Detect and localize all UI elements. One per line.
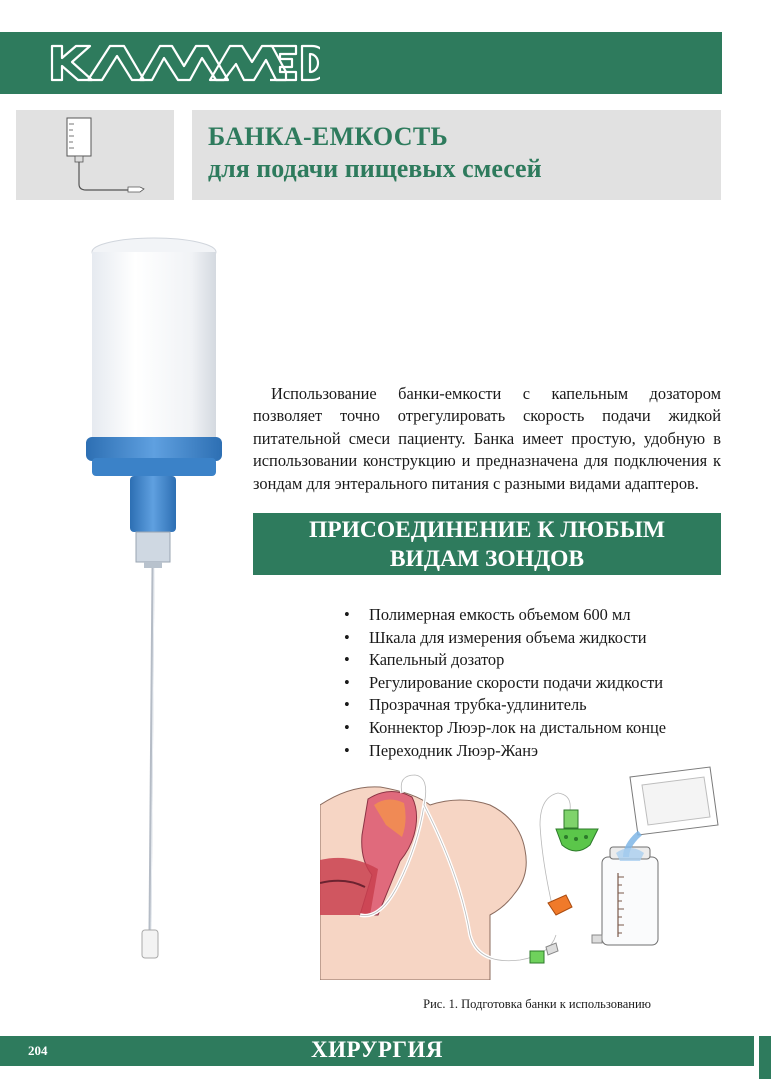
list-item: • Полимерная емкость объемом 600 мл bbox=[344, 604, 666, 627]
feature-list bbox=[344, 604, 666, 762]
list-item: • Капельный дозатор bbox=[344, 649, 666, 672]
bullet: • bbox=[344, 605, 350, 624]
bullet: • bbox=[344, 717, 350, 737]
bullet: • bbox=[344, 627, 350, 647]
list-item: • Шкала для измерения объема жидкости bbox=[344, 627, 666, 650]
footer-bar bbox=[0, 1036, 754, 1066]
product-thumbnail bbox=[16, 110, 174, 200]
section-name: ХИРУРГИЯ bbox=[310, 1037, 444, 1062]
page-subtitle: для подачи пищевых смесей bbox=[208, 154, 542, 183]
list-item: • Переходник Люэр-Жанэ bbox=[344, 740, 666, 763]
header-bar bbox=[0, 32, 722, 94]
list-item: • Коннектор Люэр-лок на дистальном конце bbox=[344, 717, 666, 740]
bullet: • bbox=[344, 740, 350, 760]
list-item: • Прозрачная трубка-удлинитель bbox=[344, 694, 666, 717]
product-image bbox=[78, 232, 238, 972]
figure-caption: Рис. 1. Подготовка банки к использованию bbox=[423, 997, 651, 1011]
bullet: • bbox=[344, 650, 350, 670]
page-number: 204 bbox=[28, 1043, 48, 1058]
section-heading-line1: ПРИСОЕДИНЕНИЕ К ЛЮБЫМ bbox=[308, 517, 666, 543]
page-title: БАНКА-ЕМКОСТЬ bbox=[208, 122, 448, 151]
bullet: • bbox=[344, 672, 350, 692]
bullet: • bbox=[344, 695, 350, 715]
usage-illustration bbox=[320, 765, 720, 980]
section-heading bbox=[253, 513, 721, 575]
kammed-logo bbox=[48, 42, 320, 84]
product-thumbnail-panel bbox=[16, 110, 174, 200]
list-item: • Регулирование скорости подачи жидкости bbox=[344, 672, 666, 695]
title-panel bbox=[192, 110, 721, 200]
footer-edge-tab bbox=[759, 1036, 771, 1079]
section-heading-line2: ВИДАМ ЗОНДОВ bbox=[389, 546, 585, 572]
intro-paragraph: Использование банки-емкости с капельным дозатором позволяет точно отрегулировать скорость подачи жидкой питательной смеси пациенту. Банка имеет простую, удобную в использовании конструкцию и предназначена для подключения к зондам для энтерального питания с разными видами адаптеров. bbox=[253, 384, 721, 493]
